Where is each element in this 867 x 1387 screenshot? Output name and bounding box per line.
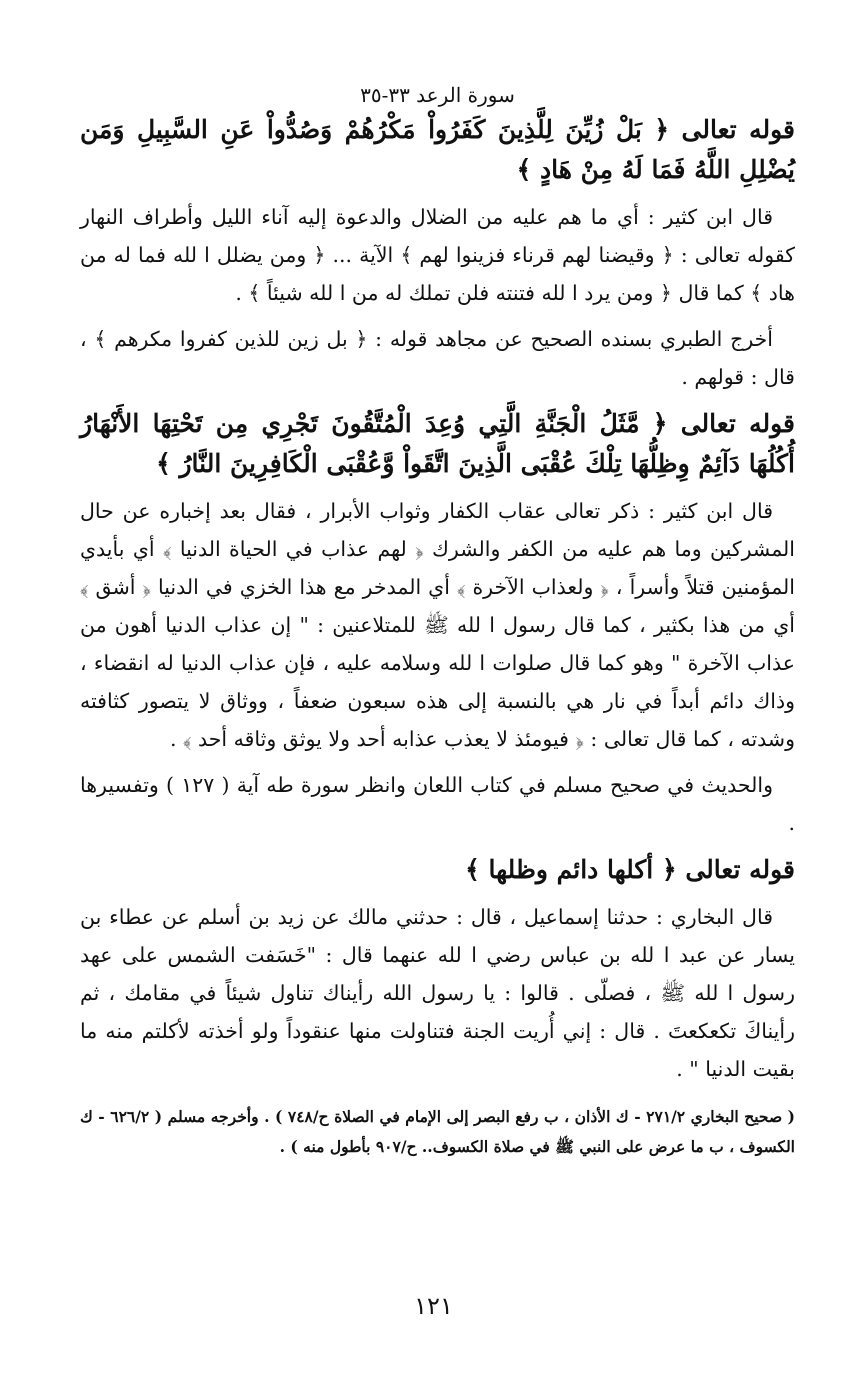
verse-heading: قوله تعالى ﴿ بَلْ زُيِّنَ لِلَّذِينَ كَفَرُواْ مَكْرُهُمْ وَصُدُّواْ عَنِ السَّبِيلِ وَمَن يُضْلِلِ اللَّهُ فَمَا لَهُ مِنْ هَادٍ ﴾ <box>80 115 795 184</box>
page-body <box>80 82 795 1162</box>
commentary-paragraph: قال ابن كثير : أي ما هم عليه من الضلال والدعوة إليه آناء الليل وأطراف النهار كقوله تعالى : ﴿ وقيضنا لهم قرناء فزينوا لهم ﴾ الآية ... ﴿ ومن يضلل ا لله فما له من هاد ﴾ كما قال ﴿ ومن يرد ا لله فتنته فلن تملك له من ا لله شيئاً ﴾ . <box>80 205 795 305</box>
running-head: سورة الرعد ٣٣-٣٥ <box>360 83 515 107</box>
commentary-paragraph: أخرج الطبري بسنده الصحيح عن مجاهد قوله : ﴿ بل زين للذين كفروا مكرهم ﴾ ، قال : قولهم . <box>80 327 795 389</box>
commentary-paragraph: والحديث في صحيح مسلم في كتاب اللعان وانظر سورة طه آية ( ١٢٧ ) وتفسيرها . <box>80 773 795 835</box>
verse-heading: قوله تعالى ﴿ مَّثَلُ الْجَنَّةِ الَّتِي وُعِدَ الْمُتَّقُونَ تَجْرِي مِن تَحْتِهَا الأَنْهَارُ أُكُلُهَا دَآئِمٌ وِظِلُّهَا تِلْكَ عُقْبَى الَّذِينَ اتَّقَواْ وَّعُقْبَى الْكَافِرِينَ النَّارُ ﴾ <box>80 409 795 478</box>
page-number: ١٢١ <box>414 1292 453 1320</box>
footnote: ( صحيح البخاري ٢٧١/٢ - ك الأذان ، ب رفع البصر إلى الإمام في الصلاة ح/٧٤٨ ) . وأخرجه مسلم ( ٦٢٦/٢ - ك الكسوف ، ب ما عرض على النبي ﷺ في صلاة الكسوف.. ح/٩٠٧ بأطول منه ) . <box>80 1107 795 1156</box>
commentary-paragraph: قال ابن كثير : ذكر تعالى عقاب الكفار وثواب الأبرار ، فقال بعد إخباره عن حال المشركين وما هم عليه من الكفر والشرك ﴿ لهم عذاب في الحياة الدنيا ﴾ أي بأيدي المؤمنين قتلاً وأسراً ، ﴿ ولعذاب الآخرة ﴾ أي المدخر مع هذا الخزي في الدنيا ﴿ أشق ﴾ أي من هذا بكثير ، كما قال رسول ا لله ﷺ للمتلاعنين : " إن عذاب الدنيا أهون من عذاب الآخرة " وهو كما قال صلوات ا لله وسلامه عليه ، فإن عذاب الدنيا له انقضاء ، وذاك دائم أبداً في نار هي بالنسبة إلى هذه سبعون ضعفاً ، ووثاق لا يتصور كثافته وشدته ، كما قال تعالى : ﴿ فيومئذ لا يعذب عذابه أحد ولا يوثق وثاقه أحد ﴾ . <box>80 499 795 751</box>
commentary-paragraph: قال البخاري : حدثنا إسماعيل ، قال : حدثني مالك عن زيد بن أسلم عن عطاء بن يسار عن عبد ا لله بن عباس رضي ا لله عنهما قال : "خَسَفت الشمس على عهد رسول ا لله ﷺ ، فصلّى . قالوا : يا رسول الله رأيناك تناول شيئاً في مقامك ، ثم رأيناكَ تكعكعتَ . قال : إني أُريت الجنة فتناولت منها عنقوداً ولو أخذته لأكلتم منه ما بقيت الدنيا " . <box>80 905 795 1081</box>
verse-heading: قوله تعالى ﴿ أكلها دائم وظلها ﴾ <box>465 855 795 884</box>
